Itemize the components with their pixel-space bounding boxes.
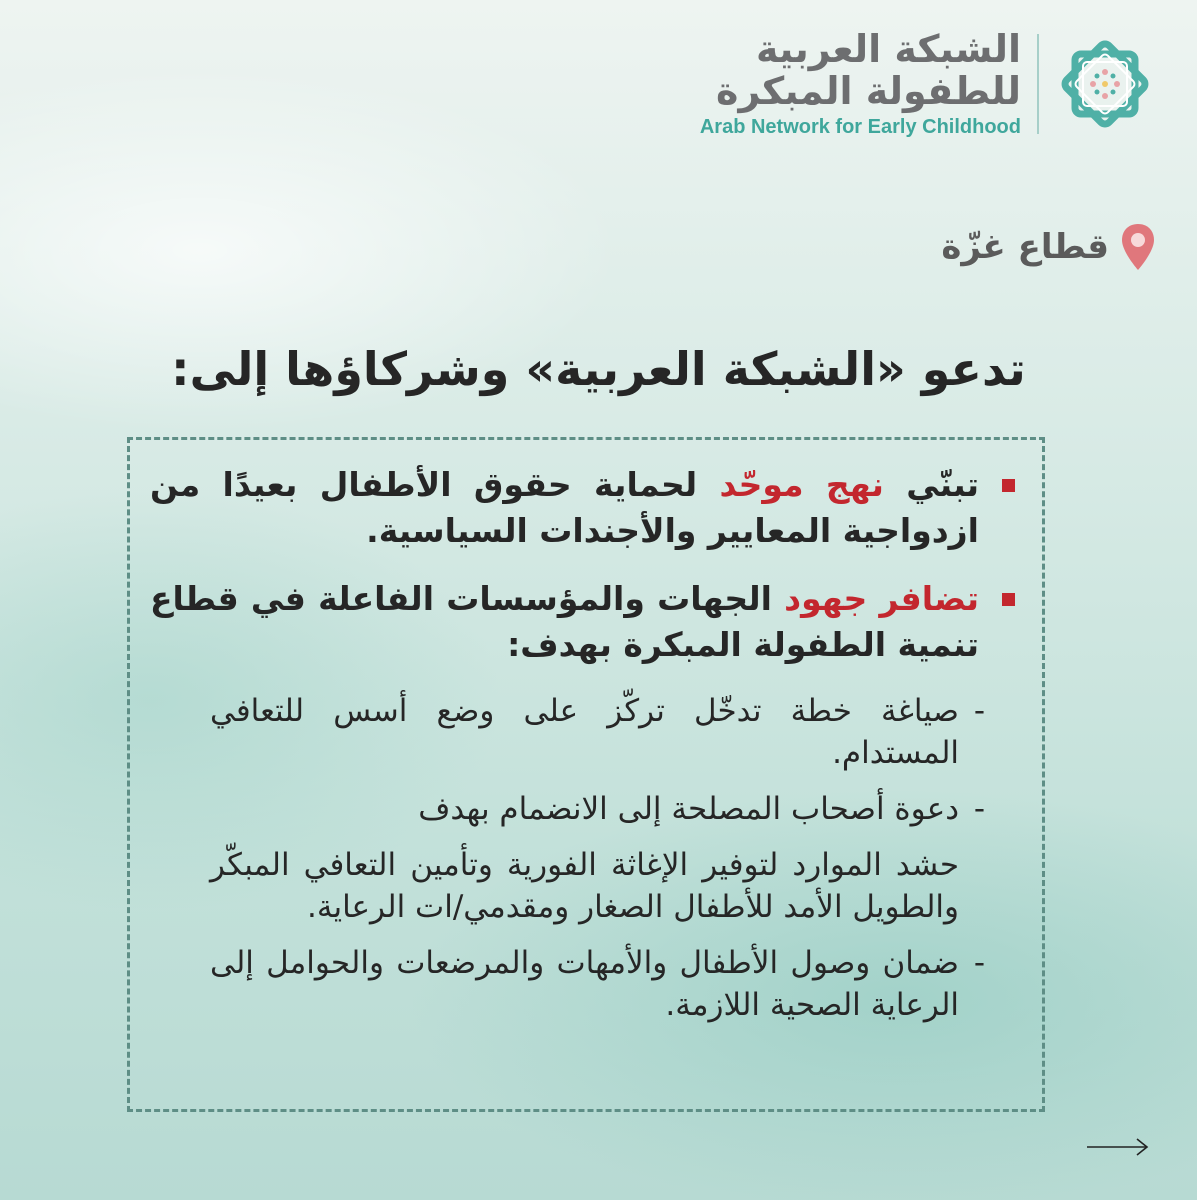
bullet-text-after: لحماية حقوق الأطفال بعيدًا من ازدواجية المعايير والأجندات السياسية.: [150, 465, 979, 550]
bullet-highlight: تضافر جهود: [784, 579, 979, 618]
square-bullet-icon: [1002, 593, 1015, 606]
logo-divider: [1037, 34, 1039, 134]
map-pin-icon: [1119, 222, 1157, 272]
logo-name-ar-line2: للطفولة المبكرة: [716, 69, 1021, 113]
brand-logo: [700, 28, 1157, 139]
sub-item: [150, 690, 1023, 774]
bullet-highlight: نهج موحّد: [719, 465, 884, 504]
dash-marker: -: [973, 693, 985, 729]
page-title: تدعو «الشبكة العربية» وشركاؤها إلى:: [171, 342, 1026, 396]
geometric-star-logo-icon: [1053, 32, 1157, 136]
sub-item-continuation: [150, 844, 1023, 928]
bullet-item: [150, 576, 1023, 668]
sub-item-text: دعوة أصحاب المصلحة إلى الانضمام بهدف: [418, 791, 959, 827]
sub-item: [150, 942, 1023, 1026]
bullet-item: [150, 462, 1023, 554]
bullet-text-after: الجهات والمؤسسات الفاعلة في قطاع تنمية الطفولة المبكرة بهدف:: [150, 579, 979, 664]
logo-name-ar-line1: الشبكة العربية: [755, 27, 1021, 71]
location-label: قطاع غزّة: [941, 227, 1109, 267]
logo-text: [700, 28, 1021, 139]
arrow-right-icon[interactable]: [1085, 1136, 1151, 1158]
sub-item: [150, 788, 1023, 830]
bullet-text-before: تبنّي: [883, 465, 979, 504]
sub-item-text: صياغة خطة تدخّل تركّز على وضع أسس للتعافي المستدام.: [210, 693, 959, 771]
logo-name-en: Arab Network for Early Childhood: [699, 116, 1021, 138]
location: [941, 222, 1157, 272]
content: [150, 462, 1023, 1040]
sub-item-text: ضمان وصول الأطفال والأمهات والمرضعات والحوامل إلى الرعاية الصحية اللازمة.: [210, 945, 959, 1023]
dash-marker: -: [973, 945, 985, 981]
dash-marker: -: [973, 791, 985, 827]
sub-item-text: حشد الموارد لتوفير الإغاثة الفورية وتأمين التعافي المبكّر والطويل الأمد للأطفال الصغار ومقدمي/ات الرعاية.: [210, 847, 959, 925]
square-bullet-icon: [1002, 479, 1015, 492]
